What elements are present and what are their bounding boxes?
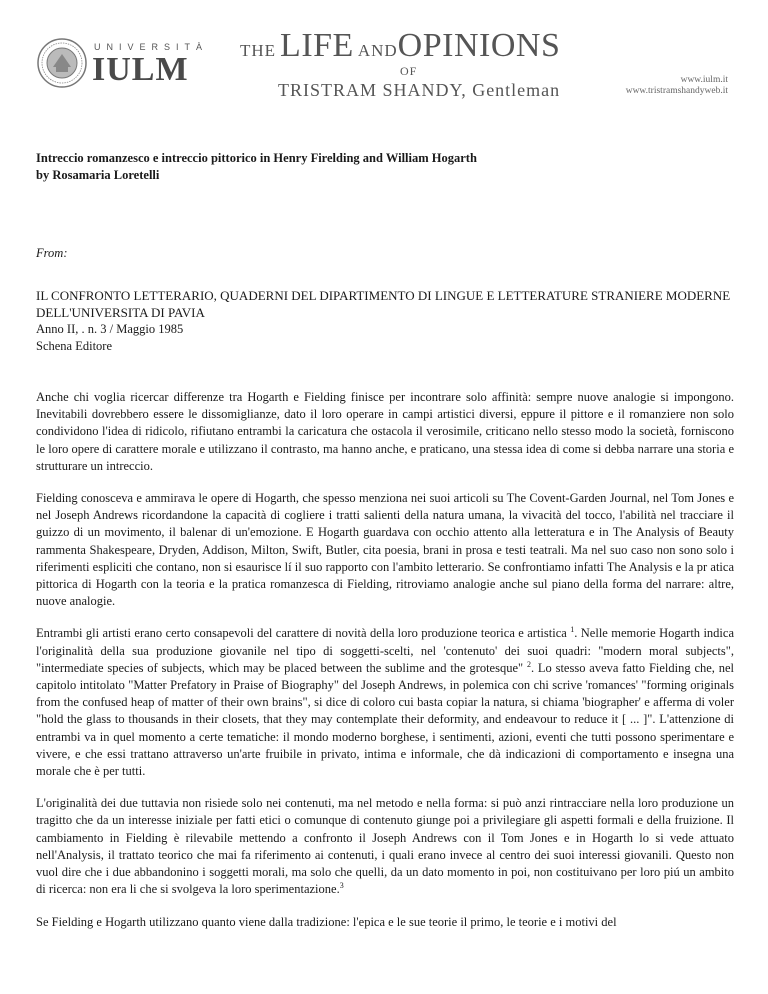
title-and: AND [357, 41, 398, 60]
title-subtitle: TRISTRAM SHANDY, Gentleman [278, 80, 561, 100]
paragraph-1: Anche chi voglia ricercar differenze tra Hogarth e Fielding finisce per incontrare solo affinità: sempre nuove analogie si impongono. Inevitabili dovrebbero essere le dissomiglianze, dato il loro operare in campi artistici diversi, eppure il pittore e il romanziere non solo condividono l'idea di ridicolo, rifiutano entrambi la caricatura che ostacola il verosimile, criticano nello stesso modo la società, forniscono le loro opere di carattere morale e utilizzano il contrasto, ma hanno anche, e praticano, una stessa idea di come si debba narrare una storia e strutturare un intreccio. [36, 390, 734, 473]
paragraph-2: Fielding conosceva e ammirava le opere di Hogarth, che spesso menziona nei suoi articoli su The Covent-Garden Journal, nel Tom Jones e nel Joseph Andrews ricordandone la capacità di cogliere i tratti salienti della natura umana, la vivacità del tocco, l'abilità nel tracciare il guizzo di un movimento, il balenar di un'emozione. E Hogarth guardava con occhio attento alla letteratura e in The Analysis of Beauty rammenta Shakespeare, Dryden, Addison, Milton, Swift, Butler, cita poesia, brani in prosa e testi teatrali. Ma nel suo caso non sono solo i riferimenti espliciti che contano, non si esaurisce lí il suo rapporto con l'ambito letterario. Se confrontiamo infatti The Analysis e la pr atica pittorica di Hogarth con la teoria e la pratica romanzesca di Fielding, ritroviamo analogie anche sul piano della forma del narrare: altre, nuove analogie. [36, 491, 734, 609]
article-content [36, 150, 734, 946]
university-word: UNIVERSITÀ [94, 42, 209, 52]
source-block [36, 287, 734, 355]
from-label: From: [36, 246, 68, 261]
article-body [36, 389, 734, 931]
iulm-logo[interactable] [36, 37, 209, 93]
source-publisher: Schena Editore [36, 338, 113, 353]
title-of: OF [400, 64, 418, 78]
source-title: IL CONFRONTO LETTERARIO, QUADERNI DEL DIPARTIMENTO DI LINGUE E LETTERATURE STRANIERE MODERNE DELL'UNIVERSITA DI PAVIA [36, 287, 731, 320]
paragraph-4-text: L'originalità dei due tuttavia non risiede solo nei contenuti, ma nel metodo e nella forma: si può anzi rintracciare nella loro produzione un tragitto che da un interesse iniziale per fatti etici o comunque di contenuto giunge poi a privilegiare gli aspetti formali e della fruizione. Il cambiamento in Fielding è rilevabile mettendo a confronto il Joseph Andrews con il Tom Jones e in Hogarth lo si vede attuato nell'Analysis, il trattato teorico che mai fa riferimento ai contenuti, i quali erano invece al centro dei suoi interessi giovanili. Questo non vuol dire che i due abbandonino i soggetti morali, ma solo che quelli, da un dato momento in poi, non costituivano per loro piú un ambito di ricerca: non era li che si svolgeva la loro sperimentazione. [36, 796, 734, 897]
footnote-ref-3[interactable]: 3 [339, 881, 344, 891]
tristram-link[interactable]: www.tristramshandyweb.it [625, 86, 728, 96]
header-links [626, 75, 728, 97]
footnote-ref-1[interactable]: 1 [570, 625, 575, 635]
page-header [0, 0, 768, 120]
title-the: THE [240, 41, 277, 60]
university-seal-icon [36, 37, 88, 89]
title-opinions: OPINIONS [397, 27, 561, 64]
university-name: IULM [92, 51, 189, 88]
iulm-link[interactable]: www.iulm.it [680, 75, 728, 85]
footnote-ref-2[interactable]: 2 [526, 659, 531, 669]
paragraph-3 [36, 625, 734, 780]
paragraph-3-part-b: . Nelle memorie Hogarth indica l'originalità della sua produzione giovanile nel tipo di soggetti-scelti, nel 'contenuto' dei suoi quadri: "modern moral subjects", "intermediate species of subjects, which may be placed between the sublime and the grotesque" [36, 626, 735, 675]
article-title: Intreccio romanzesco e intreccio pittorico in Henry Firelding and William Hogarth [36, 151, 477, 165]
paragraph-3-part-a: Entrambi gli artisti erano certo consapevoli del carattere di novità della loro produzione teorica e artistica [36, 626, 571, 641]
source-issue: Anno II, . n. 3 / Maggio 1985 [36, 321, 184, 336]
paragraph-5: Se Fielding e Hogarth utilizzano quanto viene dalla tradizione: l'epica e le sue teorie il primo, le teorie e i motivi del [36, 914, 617, 929]
paragraph-3-part-c: . Lo stesso aveva fatto Fielding che, nel capitolo intitolato "Matter Prefatory in Praise of Biography" del Joseph Andrews, in polemica con chi scrive 'romances' "forming originals from the confused heap of matter of their own brains", si dice di coloro cui basta copiar la natura, si chiama 'biographer' e afferma di voler "hold the glass to thousands in their closets, that they may contemplate their deformity, and endeavour to reduce it [ ... ]". L'attenzione di entrambi va in quel momento a certe tematiche: il mondo moderno borghese, i sentimenti, azioni, eventi che tutti possono sperimentare e vivere, e che essi trattano attraverso un'arte fruibile in privato, intima e informale, che dà indicazioni di comportamento e insegna una morale che è per tutti. [36, 660, 734, 779]
title-life: LIFE [280, 27, 354, 64]
article-author: by Rosamaria Loretelli [36, 168, 160, 183]
paragraph-4 [36, 795, 734, 898]
